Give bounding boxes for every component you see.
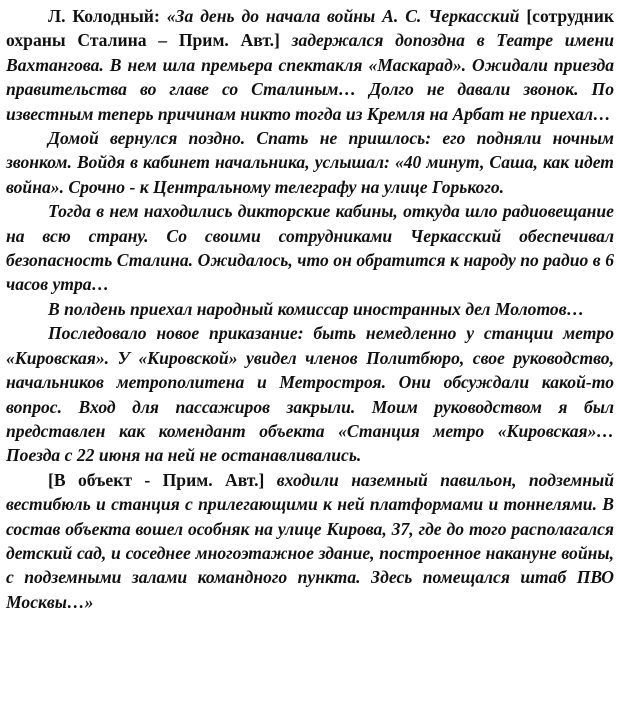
quote-text: «За день до начала войны А. С. Черкасский (166, 6, 527, 26)
paragraph-1 (6, 4, 614, 126)
quote-text: входили наземный павильон, подземный вестибюль и станция с прилегающими к ней платформами и тоннелями. В состав объекта вошел особняк на улице Кирова, 37, где до того располагался детский сад, и соседнее многоэтажное здание, построенное накануне войны, с подземными залами командного пункта. Здесь помещался штаб ПВО Москвы…» (6, 469, 614, 612)
quote-text: В полдень приехал народный комиссар иностранных дел Молотов… (48, 298, 585, 319)
quote-text: Последовало новое приказание: быть немедленно у станции метро «Кировская». У «Кировской» увидел членов Политбюро, свое руководство, начальников метрополитена и Метростроя. Они обсуждали какой-то вопрос. Вход для пассажиров закрыли. Моим руководством я был представлен как комендант объекта «Станция метро «Кировская»… Поезда с 22 июня на ней не останавливались. (6, 323, 614, 466)
quote-text: Домой вернулся поздно. Спать не пришлось: его подняли ночным звонком. Войдя в кабинет начальника, услышал: «40 минут, Саша, как идет война». Срочно - к Центральному телеграфу на улице Горького. (6, 128, 614, 197)
speaker-label: Л. Колодный: (48, 6, 167, 26)
paragraph-6 (6, 468, 614, 614)
author-note: [В объект - Прим. Авт.] (48, 469, 265, 490)
paragraph-3 (6, 199, 614, 297)
paragraph-5 (6, 321, 614, 467)
paragraph-2 (6, 126, 614, 199)
author-note: [сотрудник охраны Сталина – Прим. Авт.] (6, 6, 614, 51)
quote-text: задержался допоздна в Театре имени Вахтангова. В нем шла премьера спектакля «Маскарад». Ожидали приезда правительства во главе со Сталиным… Долго не давали звонок. По известным теперь причинам никто тогда из Кремля на Арбат не приехал… (6, 30, 615, 124)
paragraph-4 (6, 297, 614, 321)
quote-text: Тогда в нем находились дикторские кабины, откуда шло радиовещание на всю страну. Со своими сотрудниками Черкасский обеспечивал безопасность Сталина. Ожидалось, что он обратится к народу по радио в 6 часов утра… (6, 201, 614, 295)
